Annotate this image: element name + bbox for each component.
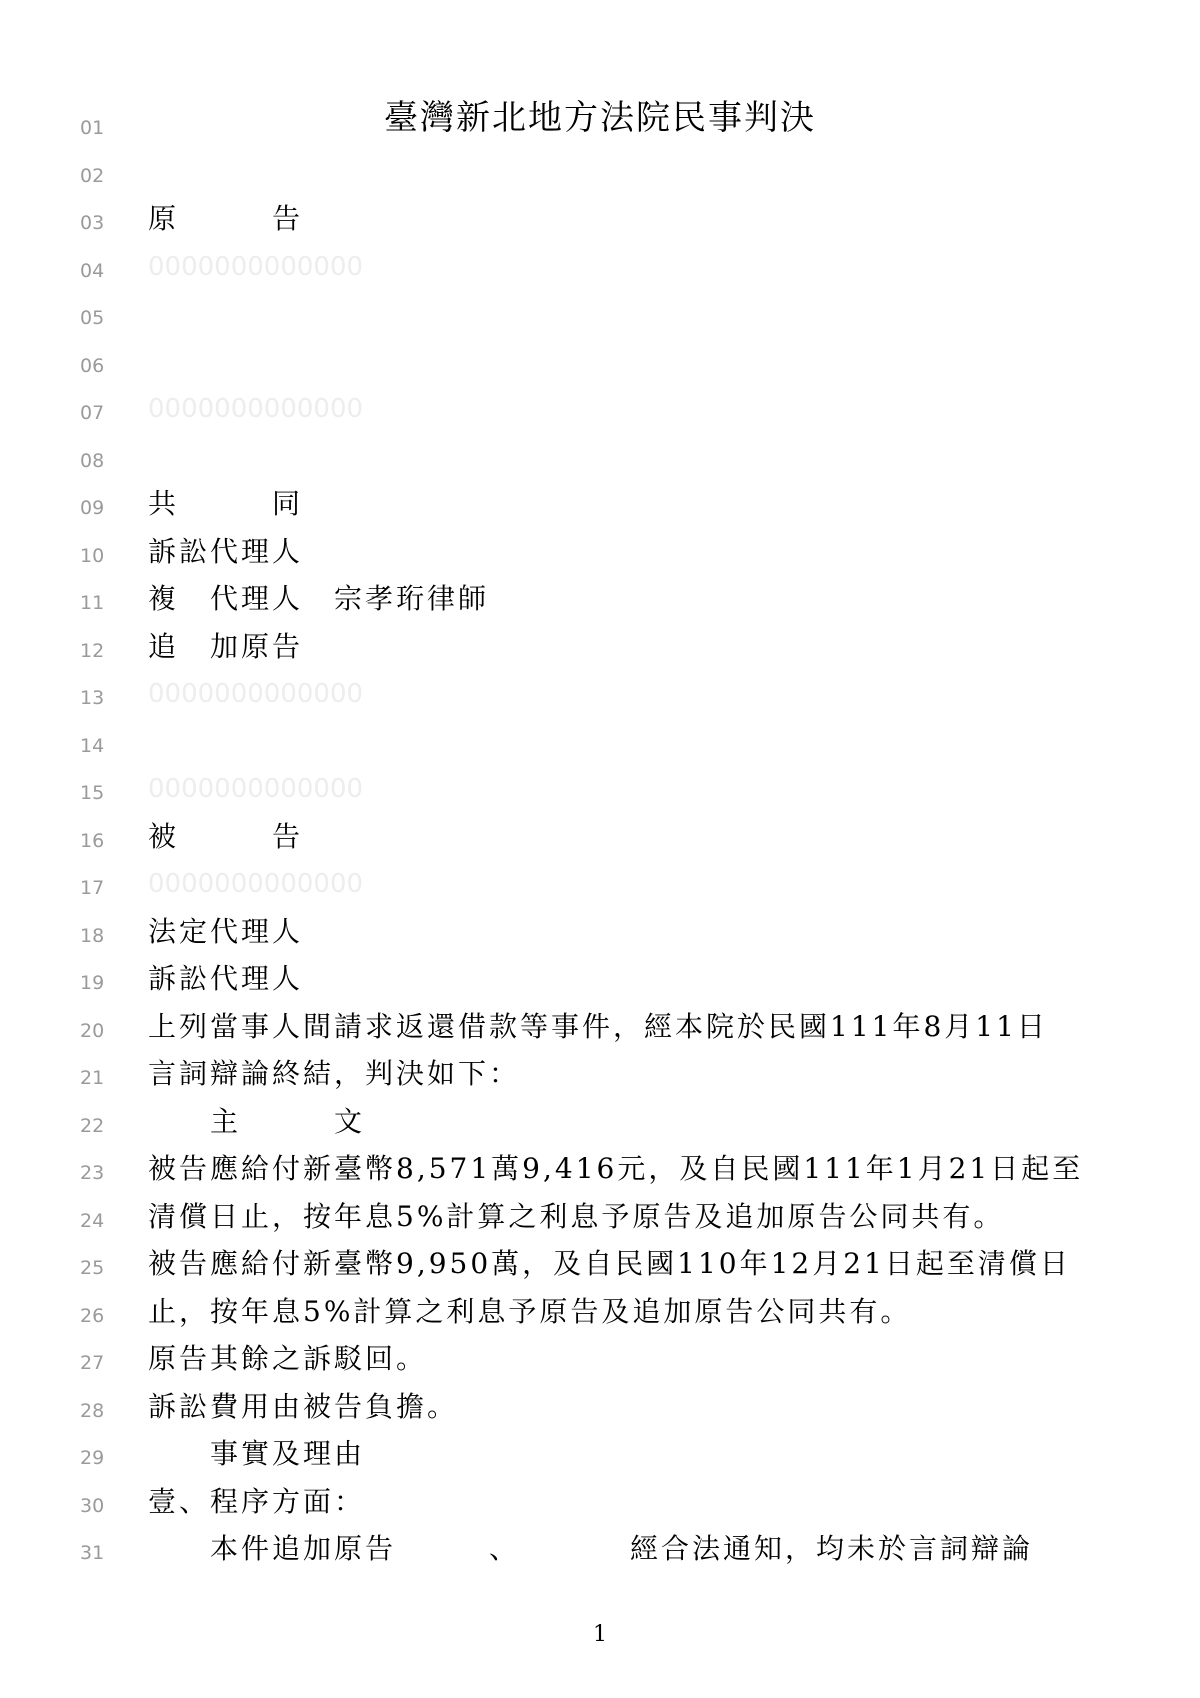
document-line	[0, 627, 1200, 675]
line-text: 本件追加原告 、 經合法通知，均未於言詞辯論	[148, 1532, 1034, 1565]
document-line	[0, 769, 1200, 817]
line-number: 17	[80, 877, 105, 899]
line-number: 13	[80, 687, 105, 709]
line-text: 清償日止，按年息5%計算之利息予原告及追加原告公同共有。	[148, 1199, 1005, 1233]
line-text: 追 加原告	[148, 629, 304, 663]
line-number: 24	[80, 1209, 105, 1232]
line-number: 02	[80, 164, 105, 187]
line-text: 0000000000000	[148, 679, 364, 709]
line-number: 26	[80, 1304, 105, 1327]
line-number: 20	[80, 1019, 105, 1042]
document-title: 臺灣新北地方法院民事判決	[384, 98, 816, 138]
line-number: 04	[80, 259, 105, 282]
line-text: 共 同	[148, 487, 304, 520]
line-text: 事實及理由	[148, 1437, 366, 1470]
document-line	[0, 152, 1200, 200]
document-line	[0, 864, 1200, 912]
line-text: 主 文	[148, 1104, 366, 1138]
line-number: 29	[80, 1447, 105, 1469]
line-text: 複 代理人 宗孝珩律師	[148, 582, 490, 615]
document-line	[0, 1244, 1200, 1292]
document-line	[0, 1529, 1200, 1577]
line-number: 22	[80, 1114, 105, 1137]
line-number: 31	[80, 1542, 105, 1564]
document-line	[0, 1482, 1200, 1530]
line-number: 06	[80, 354, 105, 377]
line-number: 09	[80, 497, 105, 519]
document-line	[0, 1102, 1200, 1150]
line-number: 03	[80, 212, 105, 234]
line-text: 訴訟費用由被告負擔。	[148, 1389, 459, 1423]
document-line	[0, 1339, 1200, 1387]
document-line	[0, 532, 1200, 580]
line-text: 0000000000000	[148, 251, 364, 282]
line-text: 原 告	[148, 202, 304, 235]
line-text: 被告應給付新臺幣8,571萬9,416元，及自民國111年1月21日起至	[148, 1152, 1084, 1185]
document-line	[0, 1197, 1200, 1245]
document-line	[0, 1054, 1200, 1102]
line-number: 15	[80, 782, 105, 804]
document-line	[0, 912, 1200, 960]
line-number: 10	[80, 544, 105, 567]
line-text: 止，按年息5%計算之利息予原告及追加原告公同共有。	[148, 1294, 912, 1328]
line-number: 12	[80, 639, 105, 662]
line-number: 18	[80, 924, 105, 947]
page-number: 1	[593, 1622, 607, 1647]
line-text: 0000000000000	[148, 774, 364, 804]
line-text: 訴訟代理人	[148, 962, 304, 995]
line-number: 23	[80, 1162, 105, 1184]
line-text: 言詞辯論終結，判決如下：	[148, 1057, 521, 1090]
line-number: 30	[80, 1494, 105, 1517]
document-line	[0, 959, 1200, 1007]
line-text: 上列當事人間請求返還借款等事件，經本院於民國111年8月11日	[148, 1009, 1048, 1043]
document-line	[0, 1434, 1200, 1482]
document-line	[0, 342, 1200, 390]
document-line	[0, 1007, 1200, 1055]
document-line	[0, 1149, 1200, 1197]
line-number: 08	[80, 449, 105, 472]
document-line	[0, 437, 1200, 485]
line-number: 16	[80, 829, 105, 852]
line-number: 07	[80, 402, 105, 424]
line-text: 被 告	[148, 819, 304, 853]
line-number: 11	[80, 592, 105, 614]
document-line	[0, 389, 1200, 437]
line-number: 27	[80, 1352, 105, 1374]
line-number: 05	[80, 307, 105, 329]
document-line	[0, 722, 1200, 770]
line-number: 25	[80, 1257, 105, 1279]
line-number: 21	[80, 1067, 105, 1089]
document-line	[0, 199, 1200, 247]
line-number: 19	[80, 972, 105, 994]
document-line	[0, 98, 1200, 152]
line-text: 壹、程序方面：	[148, 1484, 366, 1518]
line-number: 14	[80, 734, 105, 757]
document-line	[0, 579, 1200, 627]
line-text: 0000000000000	[148, 869, 364, 899]
document-line	[0, 247, 1200, 295]
line-number: 01	[80, 117, 105, 139]
document-line	[0, 674, 1200, 722]
document-line	[0, 294, 1200, 342]
judgment-lines	[0, 98, 1200, 1577]
line-text: 法定代理人	[148, 914, 304, 948]
document-line	[0, 1292, 1200, 1340]
document-line	[0, 1387, 1200, 1435]
document-line	[0, 817, 1200, 865]
line-text: 被告應給付新臺幣9,950萬，及自民國110年12月21日起至清償日	[148, 1247, 1071, 1280]
line-text: 原告其餘之訴駁回。	[148, 1342, 428, 1375]
document-line	[0, 484, 1200, 532]
line-number: 28	[80, 1399, 105, 1422]
line-text: 訴訟代理人	[148, 534, 304, 568]
line-text: 0000000000000	[148, 394, 364, 424]
